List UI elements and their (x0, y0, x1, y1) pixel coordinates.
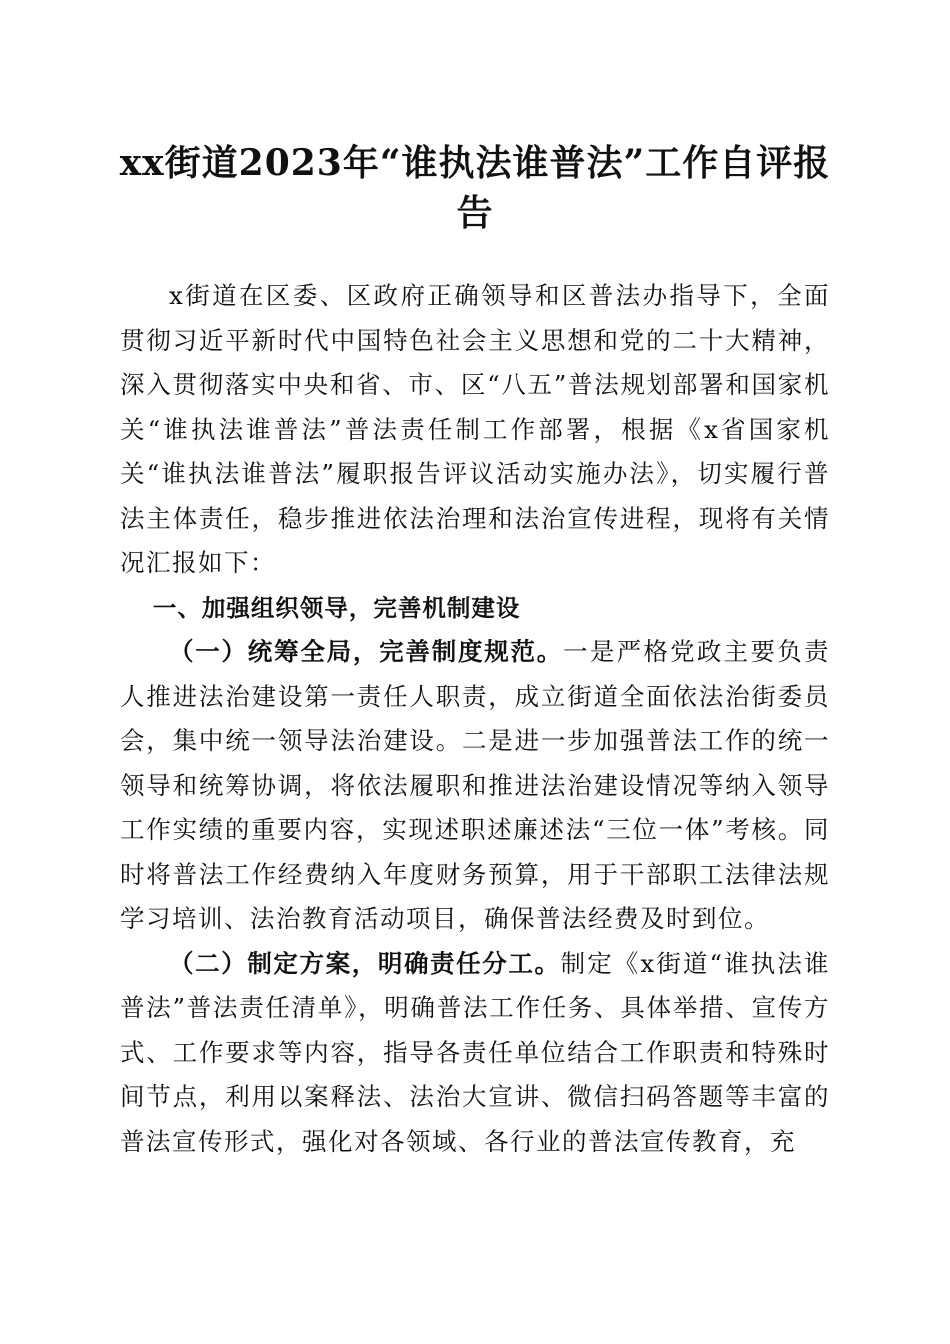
document-title: xx街道2023年“谁执法谁普法”工作自评报告 (119, 142, 831, 234)
item-paragraph-2 (120, 942, 830, 1165)
document-body (120, 274, 830, 1164)
item-lead-2: （二）制定方案，明确责任分工。 (169, 948, 561, 978)
item-paragraph-1 (120, 630, 830, 942)
item-text-1: 一是严格党政主要负责人推进法治建设第一责任人职责，成立街道全面依法治街委员会，集中统一领导法治建设。二是进一步加强普法工作的统一领导和统筹协调，将依法履职和推进法治建设情况等纳入领导工作实绩的重要内容，实现述职述廉述法“三位一体”考核。同时将普法工作经费纳入年度财务预算，用于干部职工法律法规学习培训、法治教育活动项目，确保普法经费及时到位。 (120, 637, 830, 933)
item-text-2: 制定《x街道“谁执法谁普法”普法责任清单》，明确普法工作任务、具体举措、宣传方式、工作要求等内容，指导各责任单位结合工作职责和特殊时间节点，利用以案释法、法治大宣讲、微信扫码答题等丰富的普法宣传形式，强化对各领域、各行业的普法宣传教育，充 (120, 948, 830, 1156)
section-heading: 一、加强组织领导，完善机制建设 (152, 593, 521, 622)
item-lead-1: （一）统筹全局，完善制度规范。 (169, 637, 564, 666)
intro-paragraph: x街道在区委、区政府正确领导和区普法办指导下，全面贯彻习近平新时代中国特色社会主义思想和党的二十大精神，深入贯彻落实中央和省、市、区“八五”普法规划部署和国家机关“谁执法谁普法”普法责任制工作部署，根据《x省国家机关“谁执法谁普法”履职报告评议活动实施办法》，切实履行普法主体责任，稳步推进依法治理和法治宣传进程，现将有关情况汇报如下： (120, 281, 830, 577)
